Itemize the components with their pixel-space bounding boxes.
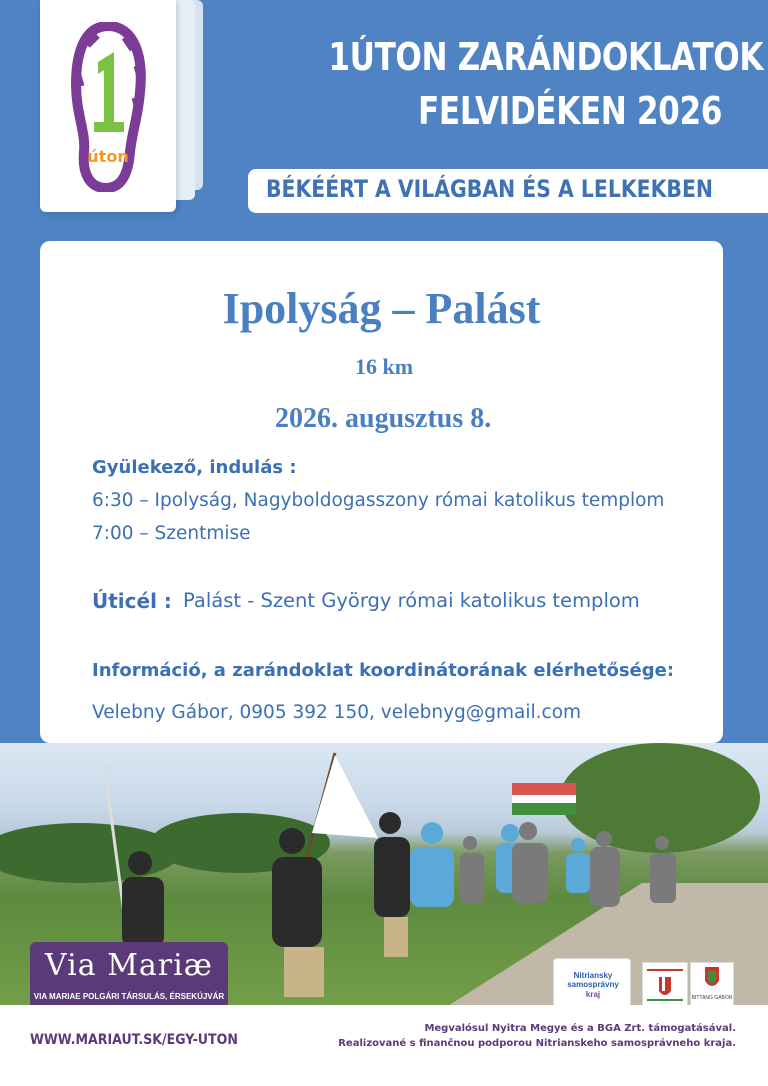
gathering-line: 6:30 – Ipolyság, Nagyboldogasszony római katolikus templom [92, 490, 665, 511]
page-title [328, 30, 764, 138]
destination-label: Úticél : [92, 589, 172, 613]
route-heading: Ipolyság – Palást [222, 284, 541, 333]
via-mariae-brand: Via Mariæ [45, 948, 213, 983]
bittang-label: BITTANG GÁBOR [691, 995, 733, 1001]
nitra-logo-kraj: kraj [585, 990, 601, 999]
hungarian-coat-of-arms-icon [643, 963, 687, 1005]
support-text-sk: Realizované s finančnou podporou Nitrianskeho samosprávneho kraja. [338, 1038, 736, 1049]
gathering-label: Gyülekező, indulás : [92, 457, 297, 478]
egy-uton-logo [40, 0, 176, 212]
distance: 16 km [355, 354, 414, 379]
website-link[interactable]: WWW.MARIAUT.SK/EGY-UTON [30, 1032, 238, 1048]
title-line-2: FELVIDÉKEN 2026 [418, 89, 722, 133]
via-mariae-org: VIA MARIAE POLGÁRI TÁRSULÁS, ÉRSEKÚJVÁR [33, 992, 225, 1001]
title-line-1: 1ÚTON ZARÁNDOKLATOK [328, 35, 764, 79]
contact-label: Információ, a zarándoklat koordinátorának elérhetősége: [92, 660, 675, 681]
event-date: 2026. augusztus 8. [275, 403, 492, 434]
bga-logo [642, 962, 688, 1006]
nitra-region-logo [553, 958, 631, 1008]
footprint-logo-icon [68, 22, 148, 192]
destination-text: Palást - Szent György római katolikus templom [183, 589, 640, 612]
contact-text: Velebny Gábor, 0905 392 150, velebnyg@gmail.com [92, 702, 582, 723]
subtitle: BÉKÉÉRT A VILÁGBAN ÉS A LELKEKBEN [266, 175, 713, 203]
bittang-shield-icon [691, 963, 733, 995]
bittang-gabor-logo [690, 962, 734, 1006]
support-text [338, 1021, 736, 1051]
logo-card-stack [40, 0, 205, 214]
nitra-logo-text: Nitriansky samosprávny [567, 971, 619, 989]
via-mariae-logo [30, 942, 228, 1012]
support-text-hu: Megvalósul Nyitra Megye és a BGA Zrt. támogatásával. [424, 1023, 736, 1034]
gathering-line: 7:00 – Szentmise [92, 523, 251, 544]
subtitle-bar [248, 169, 768, 213]
event-info-card [40, 241, 723, 743]
svg-text:úton: úton [87, 147, 129, 166]
